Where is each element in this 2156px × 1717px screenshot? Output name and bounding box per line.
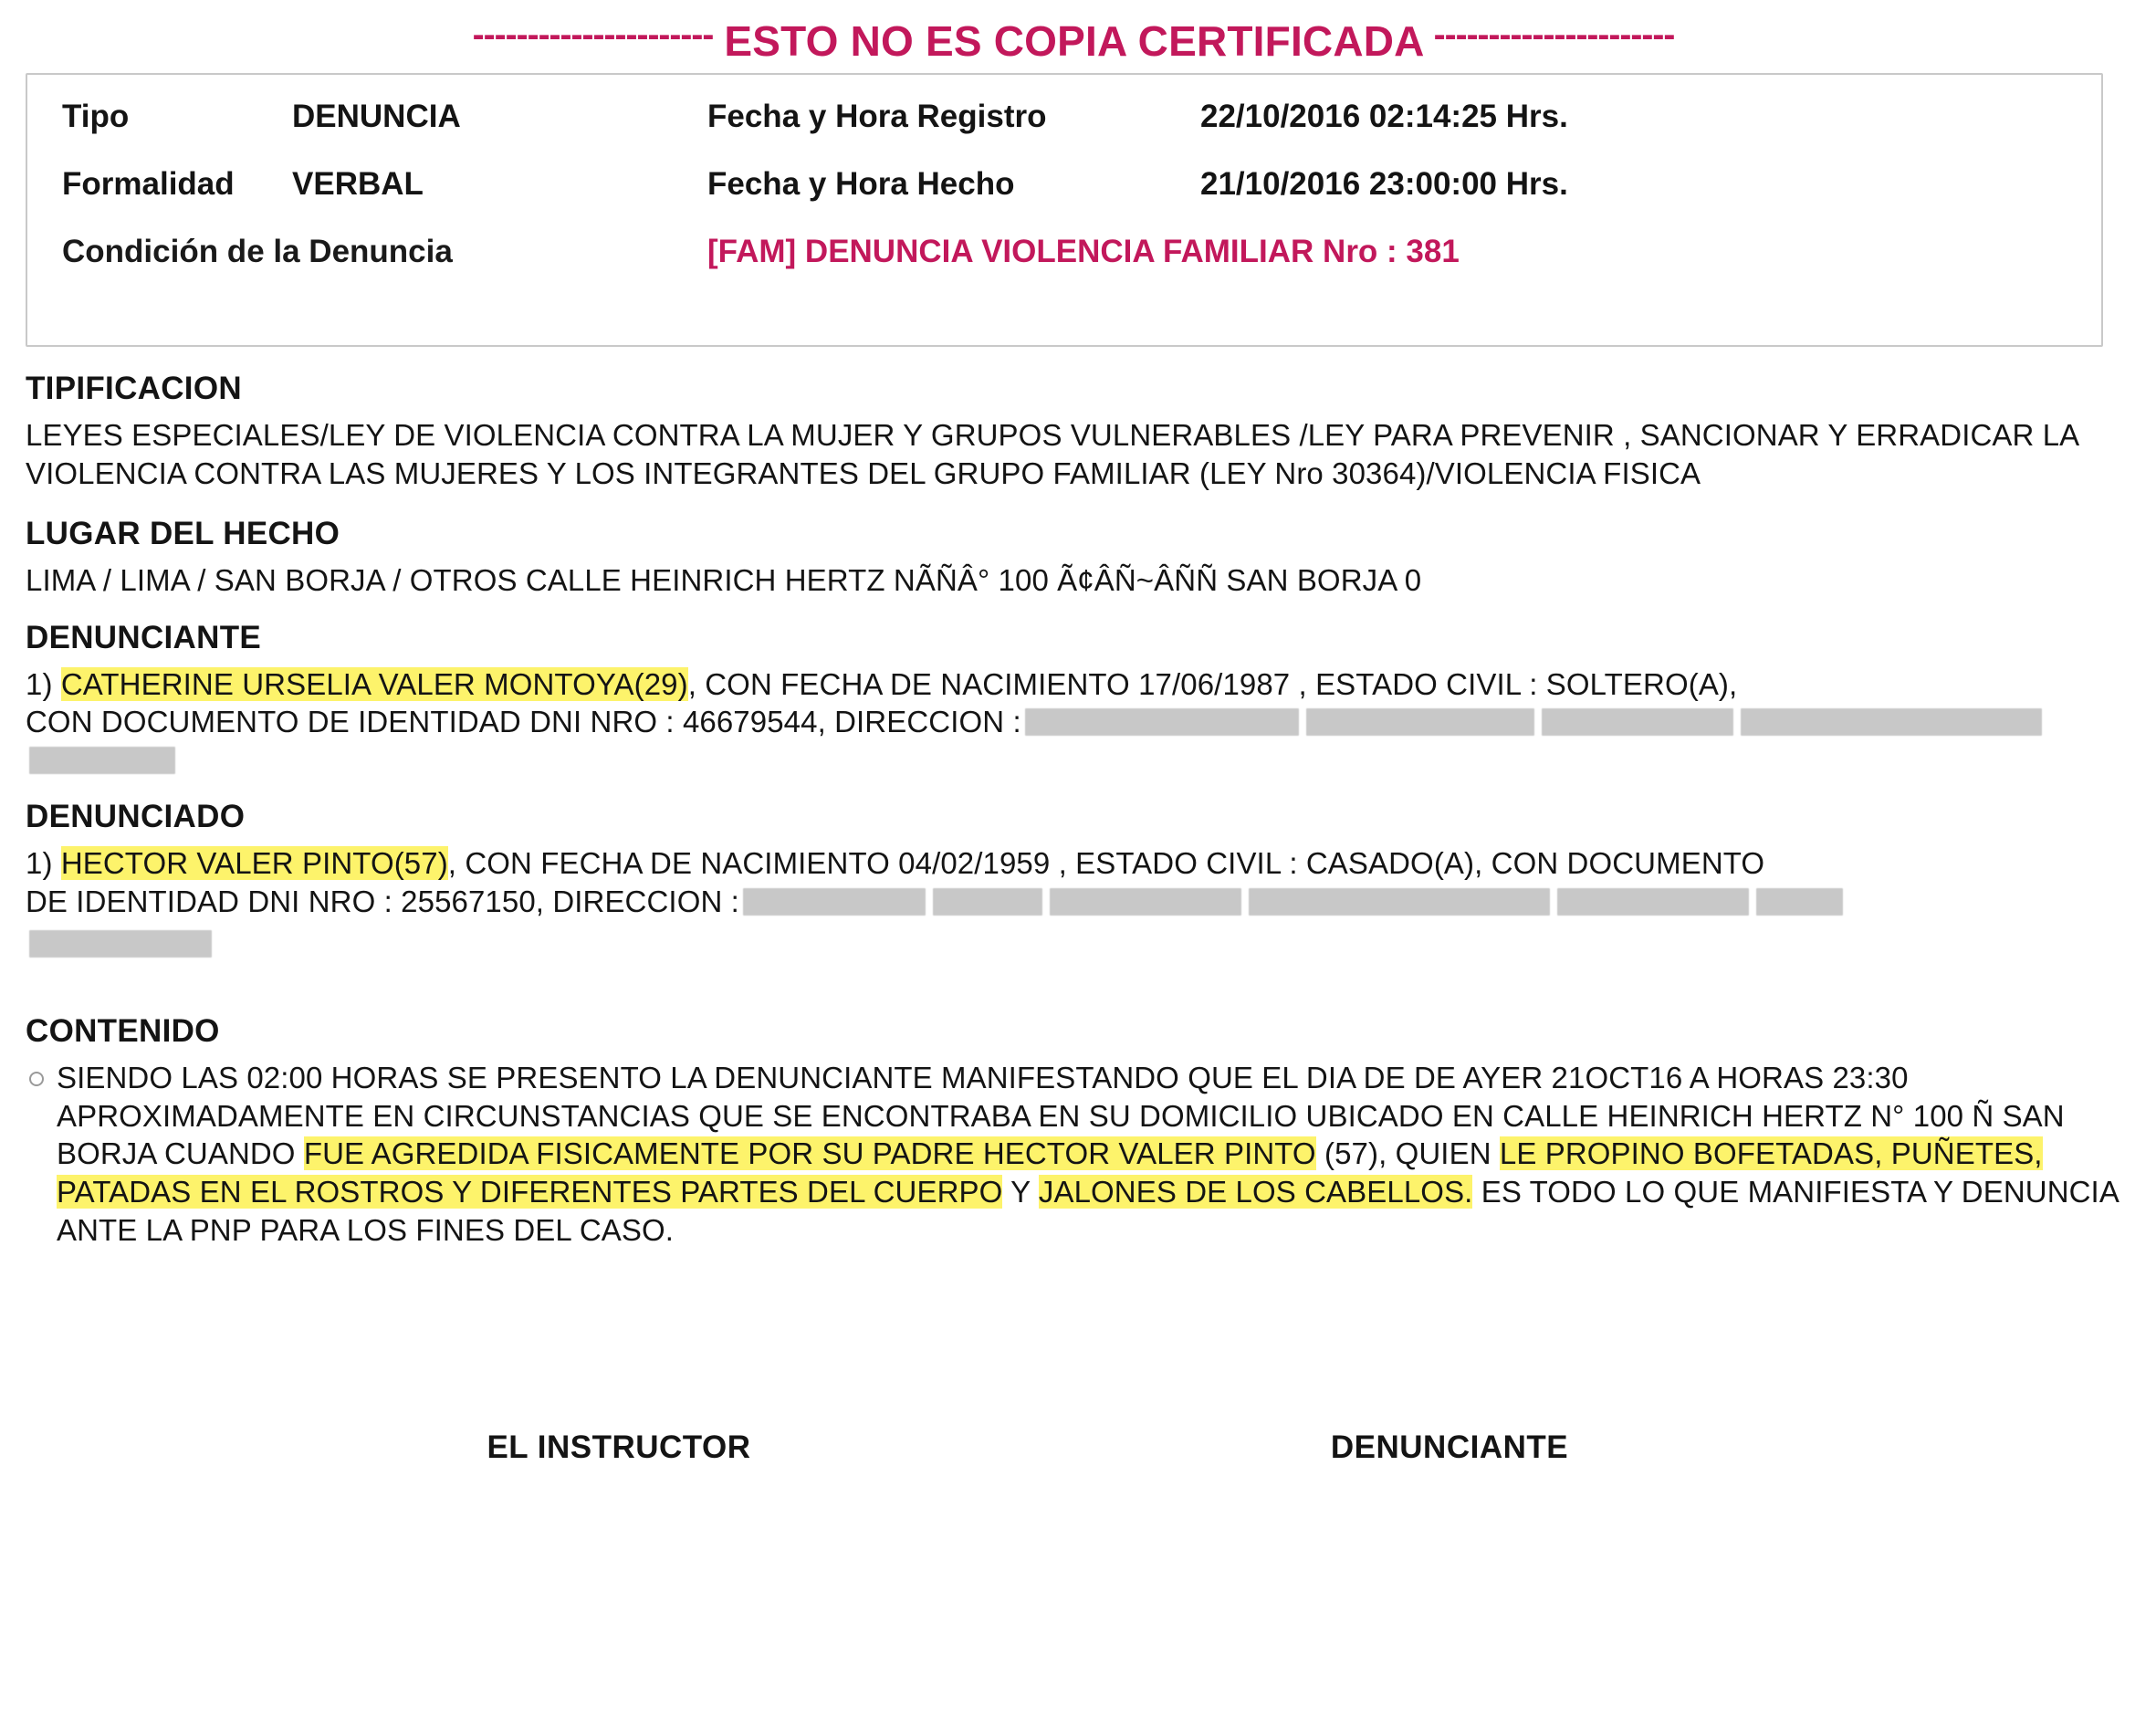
signature-denunciante: DENUNCIANTE [1330,1429,1569,1466]
denunciado-document-text: DE IDENTIDAD DNI NRO : 25567150, DIRECCION : [26,885,739,919]
redaction-block [29,747,175,774]
condicion-value: [FAM] DENUNCIA VIOLENCIA FAMILIAR Nro : 381 [707,234,1460,269]
fecha-registro-value: 22/10/2016 02:14:25 Hrs. [1200,99,1568,134]
contenido-highlight-1: FUE AGREDIDA FISICAMENTE POR SU PADRE HECTOR VALER PINTO [303,1136,1316,1171]
denunciado-details: , CON FECHA DE NACIMIENTO 04/02/1959 , ESTADO CIVIL : CASADO(A), CON DOCUMENTO [447,846,1765,881]
fecha-hecho-label: Fecha y Hora Hecho [707,166,1015,202]
contenido-part-2: (57), QUIEN [1315,1136,1500,1171]
formalidad-label: Formalidad [62,166,235,202]
contenido-heading: CONTENIDO [26,1013,220,1050]
condicion-label: Condición de la Denuncia [62,234,453,269]
redaction-block [1557,888,1749,916]
lugar-del-hecho-text: LIMA / LIMA / SAN BORJA / OTROS CALLE HEINRICH HERTZ NÃÑÂ° 100 Ã¢ÂÑ~ÂÑÑ SAN BORJA 0 [26,563,1422,598]
contenido-part-1: SIENDO LAS 02:00 HORAS SE PRESENTO LA DENUNCIANTE MANIFESTANDO QUE EL DIA DE DE AYER 21OCT16 A HORAS 23:30 APROXIMADAMENTE EN CIRCUNSTANCIAS QUE SE ENCONTRABA EN SU DOMICILIO UBICADO EN CALLE HEINRICH HERTZ N° 100 Ñ SAN BORJA CUANDO [57,1061,2065,1171]
denunciado-heading: DENUNCIADO [26,799,246,835]
report-header-box [26,73,2103,347]
info-row-formalidad [27,166,2101,234]
redaction-block [1741,708,2042,736]
fecha-registro-label: Fecha y Hora Registro [707,99,1047,134]
signature-row [26,1429,2121,1466]
denunciante-index: 1) [26,666,53,701]
banner-dashes-right: ---------------------- [1433,15,1675,55]
contenido-highlight-2: LE PROPINO BOFETADAS, PUÑETES, PATADAS EN EL ROSTROS Y DIFERENTES PARTES DEL CUERPO [57,1136,2043,1209]
banner-dashes-left: ---------------------- [472,15,714,55]
fecha-hecho-value: 21/10/2016 23:00:00 Hrs. [1200,166,1568,202]
contenido-text [57,1059,2121,1249]
denunciante-name: CATHERINE URSELIA VALER MONTOYA(29) [60,666,688,701]
redaction-block [1249,888,1550,916]
redaction-block [933,888,1042,916]
lugar-del-hecho-heading: LUGAR DEL HECHO [26,516,340,552]
denunciante-heading: DENUNCIANTE [26,619,262,655]
info-row-tipo [27,99,2101,166]
redaction-block [1025,708,1299,736]
tipo-label: Tipo [62,99,130,134]
denunciante-details: , CON FECHA DE NACIMIENTO 17/06/1987 , ESTADO CIVIL : SOLTERO(A), [687,666,1738,701]
redaction-block [1306,708,1534,736]
banner-title: ESTO NO ES COPIA CERTIFICADA [724,17,1425,65]
info-row-condicion [27,234,2101,298]
redaction-block [29,930,212,958]
redaction-block [743,888,926,916]
denunciado-document-line-overflow [26,925,2116,963]
contenido-highlight-3: JALONES DE LOS CABELLOS. [1038,1174,1473,1209]
tipo-value: DENUNCIA [292,99,461,134]
tipificacion-heading: TIPIFICACION [26,371,242,406]
denunciado-document-line [26,883,2116,921]
contenido-block [26,1059,2121,1249]
denunciante-document-text: CON DOCUMENTO DE IDENTIDAD DNI NRO : 46679544, DIRECCION : [26,705,1021,739]
redaction-block [1050,888,1241,916]
bullet-icon [29,1072,44,1086]
formalidad-value: VERBAL [292,166,424,202]
denunciante-document-line [26,703,2116,779]
not-certified-copy-banner [26,13,2121,69]
redaction-block [1542,708,1733,736]
signature-instructor: EL INSTRUCTOR [487,1429,751,1466]
denunciado-name: HECTOR VALER PINTO(57) [60,846,448,881]
contenido-part-4: ES TODO LO QUE MANIFIESTA Y DENUNCIA ANTE LA PNP PARA LOS FINES DEL CASO. [57,1174,2119,1247]
denunciado-index: 1) [26,846,53,881]
denunciado-entry [26,844,2116,883]
redaction-block [1756,888,1843,916]
contenido-part-3: Y [1002,1174,1039,1209]
tipificacion-text: LEYES ESPECIALES/LEY DE VIOLENCIA CONTRA LA MUJER Y GRUPOS VULNERABLES /LEY PARA PREVENIR , SANCIONAR Y ERRADICAR LA VIOLENCIA CONTRA LAS MUJERES Y LOS INTEGRANTES DEL GRUPO FAMILIAR (LEY Nro 30364)/VIOLENCIA FISICA [26,418,2078,490]
denunciante-entry [26,665,2116,704]
